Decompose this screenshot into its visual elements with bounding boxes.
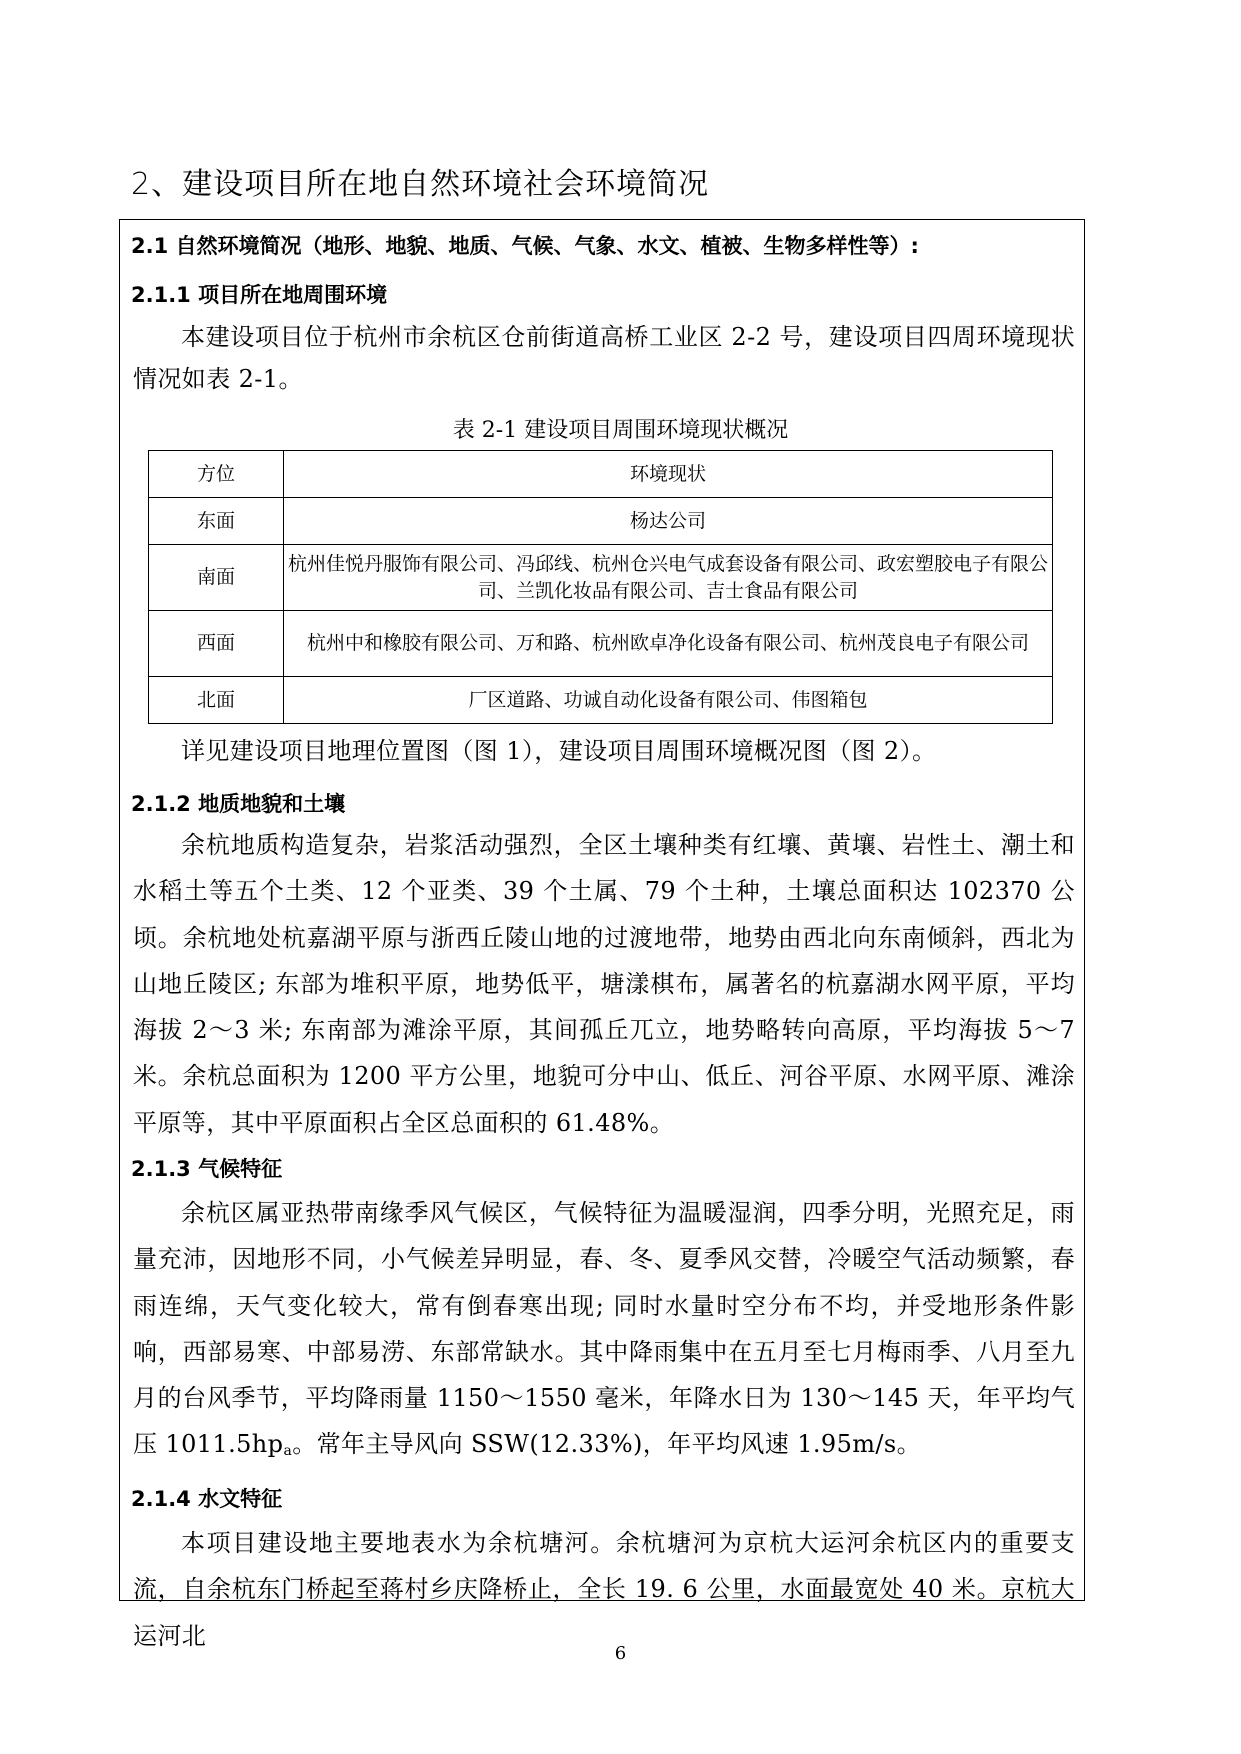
- table-header-row: [149, 451, 1053, 498]
- pressure-unit-subscript: a: [283, 1443, 293, 1460]
- direction-cell: 北面: [149, 677, 284, 724]
- heading-2-1-3: 2.1.3 气候特征: [131, 1157, 283, 1181]
- paragraph-2-1-4: 本项目建设地主要地表水为余杭塘河。余杭塘河为京杭大运河余杭区内的重要支流，自余杭东门桥起至蒋村乡庆降桥止，全长 19. 6 公里，水面最宽处 40 米。京杭大运河北: [133, 1529, 1075, 1650]
- section-title: 2、建设项目所在地自然环境社会环境简况: [131, 167, 710, 202]
- heading-2-1-2: 2.1.2 地质地貌和土壤: [131, 792, 346, 816]
- description-cell: 杭州佳悦丹服饰有限公司、冯邱线、杭州仓兴电气成套设备有限公司、政宏塑胶电子有限公司、兰凯化妆品有限公司、吉士食品有限公司: [284, 545, 1053, 611]
- table-header-cell: 方位: [149, 451, 284, 498]
- heading-2-1: 2.1 自然环境简况（地形、地貌、地质、气候、气象、水文、植被、生物多样性等）:: [131, 234, 919, 258]
- direction-cell: 东面: [149, 498, 284, 545]
- direction-cell: 南面: [149, 545, 284, 611]
- environment-table: [148, 450, 1053, 724]
- paragraph-2-1-1: 本建设项目位于杭州市余杭区仓前街道高桥工业区 2-2 号，建设项目四周环境现状情况如表 2-1。: [133, 323, 1075, 393]
- description-cell: 杭州中和橡胶有限公司、万和路、杭州欧卓净化设备有限公司、杭州茂良电子有限公司: [284, 611, 1053, 677]
- page-number: 6: [614, 1643, 627, 1664]
- table-row: [149, 545, 1053, 611]
- table-header-cell: 环境现状: [284, 451, 1053, 498]
- heading-2-1-1: 2.1.1 项目所在地周围环境: [131, 283, 388, 307]
- table-row: [149, 498, 1053, 545]
- table-row: [149, 611, 1053, 677]
- heading-2-1-4: 2.1.4 水文特征: [131, 1487, 283, 1511]
- paragraph-2-1-3: [133, 1190, 1075, 1475]
- table-row: [149, 677, 1053, 724]
- table-caption: 表 2-1 建设项目周围环境现状概况: [452, 418, 789, 443]
- paragraph-2-1-2: 余杭地质构造复杂，岩浆活动强烈，全区土壤种类有红壤、黄壤、岩性土、潮土和水稻土等五个土类、12 个亚类、39 个土属、79 个土种，土壤总面积达 102370 公顷。余杭地处杭嘉湖平原与浙西丘陵山地的过渡地带，地势由西北向东南倾斜，西北为山地丘陵区; 东部为堆积平原，地势低平，塘漾棋布，属著名的杭嘉湖水网平原，平均海拔 2～3 米; 东南部为滩涂平原，其间孤丘兀立，地势略转向高原，平均海拔 5～7 米。余杭总面积为 1200 平方公里，地貌可分中山、低丘、河谷平原、水网平原、滩涂平原等，其中平原面积占全区总面积的 61.48%。: [133, 831, 1075, 1137]
- paragraph-2-1-3-tail: 。常年主导风向 SSW(12.33%)，年平均风速 1.95m/s。: [292, 1430, 922, 1459]
- paragraph-after-table: 详见建设项目地理位置图（图 1），建设项目周围环境概况图（图 2）。: [181, 737, 937, 765]
- description-cell: 杨达公司: [284, 498, 1053, 545]
- paragraph-2-1-3-main: 余杭区属亚热带南缘季风气候区，气候特征为温暖湿润，四季分明，光照充足，雨量充沛，因地形不同，小气候差异明显，春、冬、夏季风交替，冷暖空气活动频繁，春雨连绵，天气变化较大，常有倒春寒出现; 同时水量时空分布不均，并受地形条件影响，西部易寒、中部易涝、东部常缺水。其中降雨集中在五月至七月梅雨季、八月至九月的台风季节，平均降雨量 1150～1550 毫米，年降水日为 130～145 天，年平均气压 1011.5hp: [133, 1199, 1075, 1459]
- description-cell: 厂区道路、功诚自动化设备有限公司、伟图箱包: [284, 677, 1053, 724]
- direction-cell: 西面: [149, 611, 284, 677]
